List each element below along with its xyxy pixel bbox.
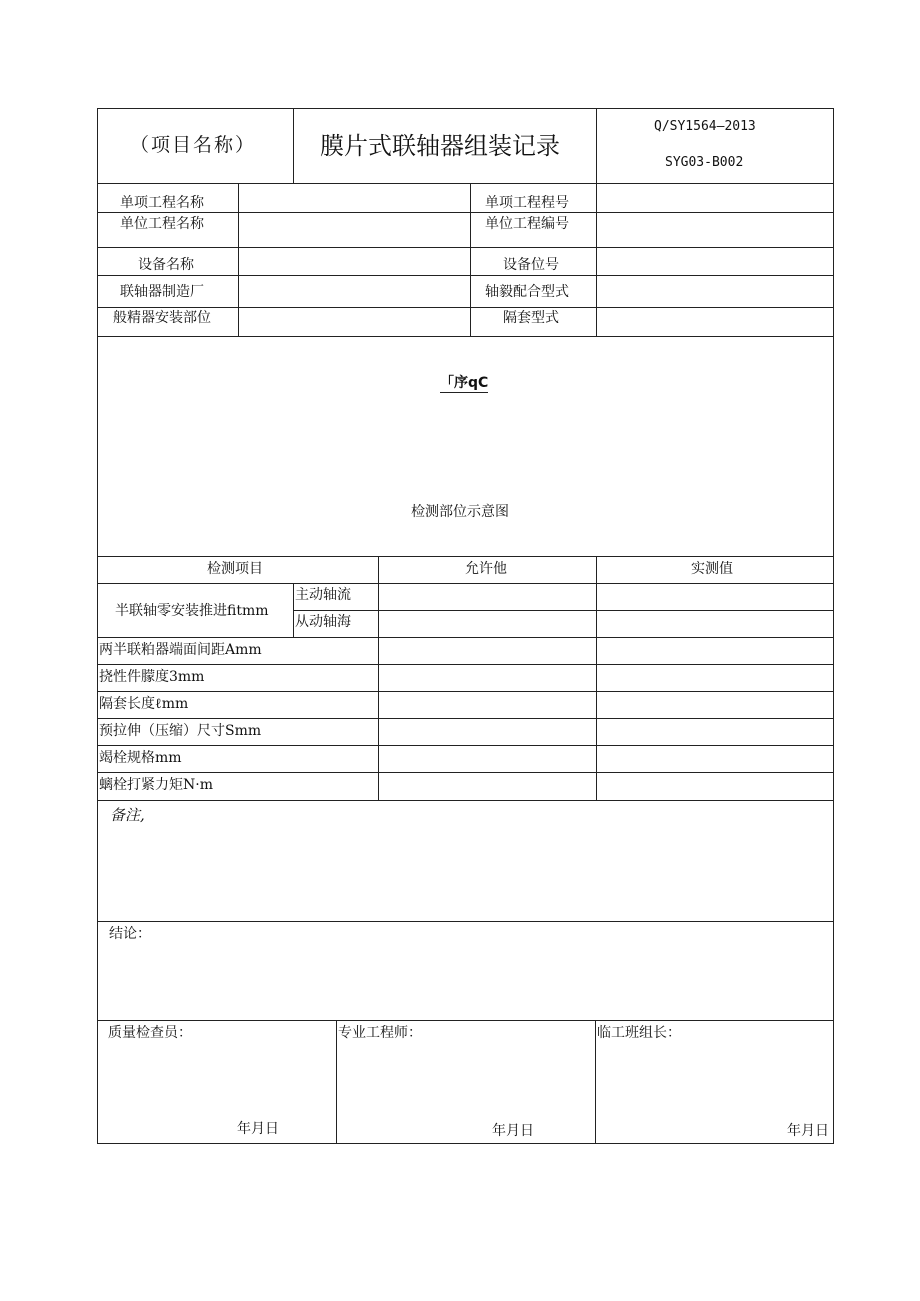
remarks-label: 备注, <box>110 806 145 824</box>
sign-inspector: 质量检查员： <box>108 1025 192 1041</box>
insp-line-header <box>97 583 834 584</box>
sign-leader: 临工班组长： <box>597 1025 681 1041</box>
diagram-caption: 检测部位示意图 <box>411 504 509 520</box>
table-border-left <box>97 108 98 1144</box>
table-border-bottom <box>97 1143 834 1144</box>
insp-line-1 <box>97 637 834 638</box>
row-bolt-spec: 竭栓规格mm <box>99 750 182 766</box>
sign-vline-1 <box>336 1020 337 1144</box>
sign-engineer: 专业工程师： <box>338 1025 422 1041</box>
insp-line-sub <box>293 610 834 611</box>
col-header-actual: 实测值 <box>691 561 733 577</box>
insp-line-4 <box>97 718 834 719</box>
sign-vline-2 <box>595 1020 596 1144</box>
remarks-bottom-line <box>97 921 834 922</box>
project-name: （项目名称） <box>130 134 257 156</box>
form-code: SYG03-B002 <box>665 155 744 170</box>
info-line-4 <box>97 307 834 308</box>
row-prestretch: 预拉伸（压缩）尺寸Smm <box>99 723 262 739</box>
row-bolt-torque: 螭栓打紧力矩N·m <box>99 777 213 793</box>
table-border-top <box>97 108 834 109</box>
col-header-item: 检测项目 <box>207 561 263 577</box>
insp-line-7 <box>97 800 834 801</box>
insp-line-2 <box>97 664 834 665</box>
insp-line-5 <box>97 745 834 746</box>
sign-date-leader: 年月日 <box>787 1123 829 1139</box>
col-header-allowed: 允许他 <box>465 561 507 577</box>
row-spacer-length: 隔套长度ℓmm <box>99 696 189 712</box>
diagram-symbol: 「序qC <box>440 375 489 391</box>
info-vline-2 <box>470 183 471 336</box>
sign-date-inspector: 年月日 <box>237 1121 279 1137</box>
info-line-1 <box>97 212 834 213</box>
row-advance-drive: 主动轴流 <box>295 587 351 603</box>
sign-date-engineer: 年月日 <box>492 1123 534 1139</box>
page-title: 膜片式联轴器组装记录 <box>320 132 560 160</box>
insp-line-3 <box>97 691 834 692</box>
diagram-symbol-underline <box>440 392 488 393</box>
insp-vline-sub <box>293 583 294 637</box>
label-unit-project-name: 单位工程名称 <box>120 216 204 232</box>
conclusion-label: 结论： <box>109 926 151 942</box>
label-hub-fit-type: 轴毅配合型式 <box>485 284 569 300</box>
conclusion-bottom-line <box>97 1020 834 1021</box>
info-line-2 <box>97 247 834 248</box>
row-advance-driven: 从动轴海 <box>295 614 351 630</box>
row-flex-element: 挠性件朦度3mm <box>99 669 205 685</box>
insp-vline-actual <box>596 556 597 800</box>
diagram-bottom-line <box>97 556 834 557</box>
header-bottom-line <box>97 183 834 184</box>
insp-line-6 <box>97 772 834 773</box>
row-face-gap: 两半联粕器端面间距Amm <box>99 642 262 658</box>
header-divider-2 <box>596 108 597 183</box>
label-equipment-name: 设备名称 <box>138 257 194 273</box>
info-vline-3 <box>596 183 597 336</box>
info-vline-1 <box>238 183 239 336</box>
label-install-location: 般精器安装部位 <box>113 310 211 326</box>
label-unit-project-no: 单位工程编号 <box>485 216 569 232</box>
header-divider-1 <box>293 108 294 183</box>
label-spacer-type: 隔套型式 <box>503 310 559 326</box>
label-single-project-no: 单项工程程号 <box>485 195 569 211</box>
label-coupling-maker: 联轴器制造厂 <box>120 284 204 300</box>
insp-vline-allowed <box>378 556 379 800</box>
table-border-right <box>833 108 834 1144</box>
row-advance-label: 半联轴零安装推进fitmm <box>115 603 269 619</box>
label-equipment-tag: 设备位号 <box>503 257 559 273</box>
info-line-3 <box>97 275 834 276</box>
diagram-area <box>98 337 833 556</box>
standard-code: Q/SY1564—2013 <box>654 119 756 134</box>
label-single-project-name: 单项工程名称 <box>120 195 204 211</box>
